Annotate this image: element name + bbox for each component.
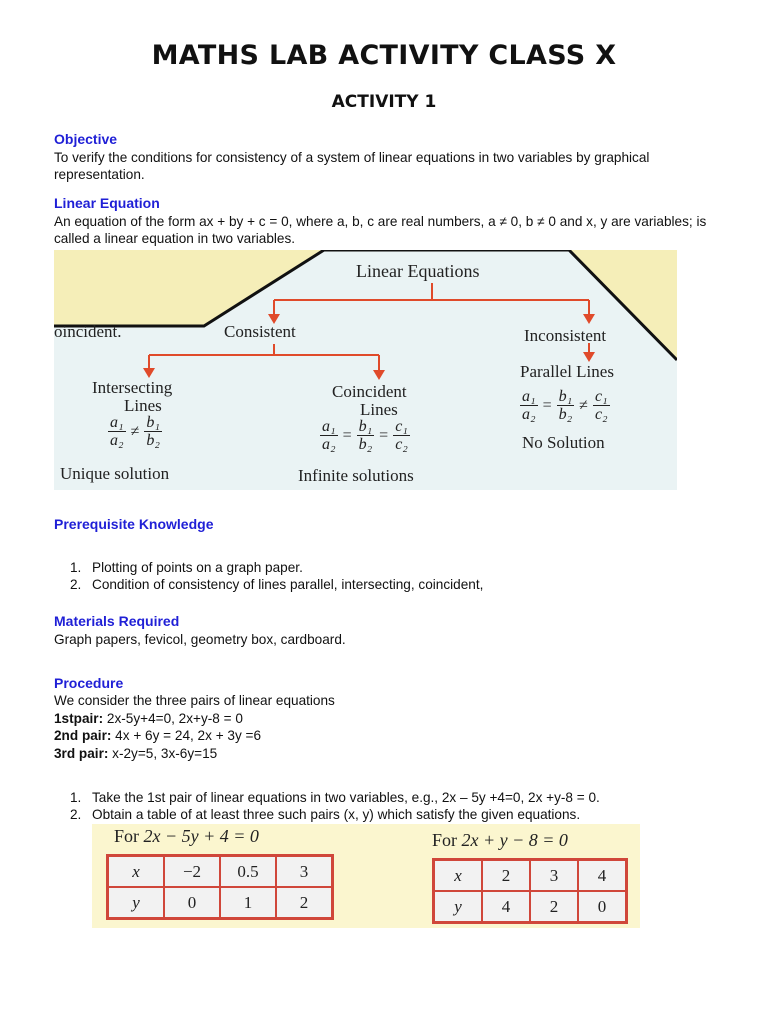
page-title: MATHS LAB ACTIVITY CLASS X: [151, 40, 617, 71]
list-item: 2. Condition of consistency of lines parallel, intersecting, coincident,: [70, 577, 484, 592]
diagram-root-label: Linear Equations: [356, 261, 480, 281]
procedure-heading: Procedure: [54, 675, 124, 691]
pair-1: 1stpair: 2x-5y+4=0, 2x+y-8 = 0: [54, 711, 243, 726]
pair-3: 3rd pair: x-2y=5, 3x-6y=15: [54, 746, 218, 761]
list-item: 2. Obtain a table of at least three such pairs (x, y) which satisfy the given equations.: [70, 807, 581, 822]
objective-heading: Objective: [54, 131, 118, 147]
materials-text: Graph papers, fevicol, geometry box, cardboard.: [54, 632, 346, 647]
linear-equation-heading: Linear Equation: [54, 195, 160, 211]
diagram-no-solution-label: No Solution: [522, 433, 605, 452]
diagram-consistent-label: Consistent: [224, 322, 296, 341]
table-row: x 2 3 4: [434, 860, 627, 892]
prerequisite-heading: Prerequisite Knowledge: [54, 516, 214, 532]
diagram-unique-solution-label: Unique solution: [60, 464, 170, 483]
diagram-infinite-solutions-label: Infinite solutions: [298, 466, 414, 485]
value-tables-image: [92, 824, 640, 928]
table-1-caption: For 2x − 5y + 4 = 0: [114, 826, 259, 846]
table-row: x −2 0.5 3: [108, 856, 333, 888]
intersecting-condition: a₁ a₂ ≠ b₁ b₂: [110, 414, 160, 449]
linear-equations-diagram: [54, 250, 677, 490]
procedure-steps: [70, 789, 600, 823]
parallel-condition: $\frac{\text{a₁}}{\text{a₂}}$ = $\frac{\text{b₁}}{\text{b₂}}$ ≠ c₁ c₂: [522, 388, 608, 423]
table-row: y 0 1 2: [108, 887, 333, 919]
objective-text: To verify the conditions for consistency of a system of linear equations in two variables by graphical representation.: [54, 150, 650, 182]
prerequisite-list: [70, 559, 483, 593]
table-row: y 4 2 0: [434, 891, 627, 923]
diagram-intersecting-lines-label: Lines: [124, 396, 162, 415]
diagram-parallel-label: Parallel Lines: [520, 362, 614, 381]
table-2-caption: For 2x + y − 8 = 0: [432, 830, 568, 850]
coincident-condition: $\frac{\text{a₁}}{\text{a₂}}$ = $\frac{\text{b₁}}{\text{b₂}}$ = $\frac{\text{c₁}}{\text{c₂}}$: [322, 418, 408, 453]
diagram-coincident-label: Coincident: [332, 382, 407, 401]
linear-equation-text: An equation of the form ax + by + c = 0, where a, b, c are real numbers, a ≠ 0, b ≠ 0 and x, y are variables; is called a linear equation in two variables.: [54, 214, 707, 246]
procedure-intro: We consider the three pairs of linear equations: [54, 693, 335, 708]
diagram-coincident-lines-label: Lines: [360, 400, 398, 419]
diagram-inconsistent-label: Inconsistent: [524, 326, 607, 345]
table-2: [432, 858, 628, 924]
activity-title: ACTIVITY 1: [331, 92, 437, 112]
list-item: 1. Plotting of points on a graph paper.: [70, 560, 303, 575]
diagram-intersecting-label: Intersecting: [92, 378, 173, 397]
diagram-left-cut-label: oincident.: [54, 322, 122, 341]
materials-heading: Materials Required: [54, 613, 180, 629]
table-1: [106, 854, 334, 920]
pair-2: 2nd pair: 4x + 6y = 24, 2x + 3y =6: [54, 728, 262, 743]
list-item: 1. Take the 1st pair of linear equations in two variables, e.g., 2x – 5y +4=0, 2x +y-8 = 0.: [70, 790, 600, 805]
